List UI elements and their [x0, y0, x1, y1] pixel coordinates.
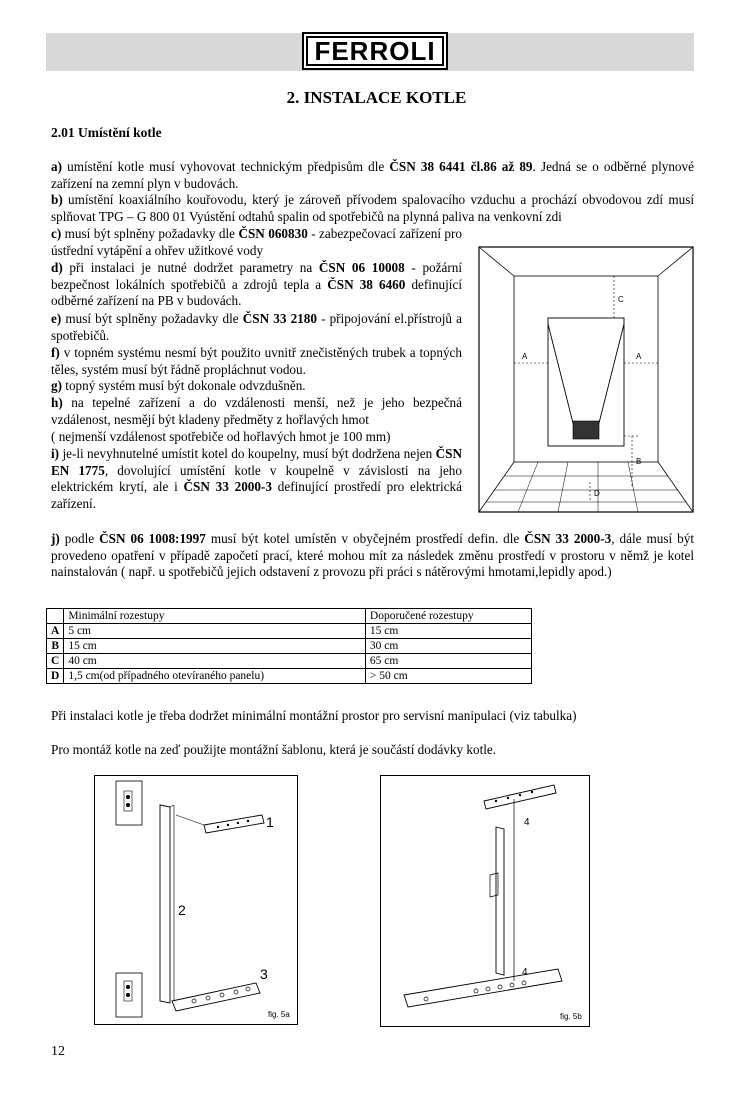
clearance-diagram	[478, 246, 694, 513]
chapter-title: 2. INSTALACE KOTLE	[286, 88, 467, 107]
label-a: A	[522, 352, 528, 361]
item-j: j) podle ČSN 06 1008:1997 musí být kotel umístěn v obyčejném prostředí defin. dle ČSN 33 2000-3, dále musí být provedeno opatření v případě započetí prací, které mohou mít za následek změnu prostředí v prostoru v němž je kotel nainstalován ( např. u spotřebičů jejich odstavení z provozu při práci s nátěrovými hmotami,lepidly apod.)	[51, 531, 694, 579]
item-a: a) umístění kotle musí vyhovovat technickým předpisům dle ČSN 38 6441 čl.86 až 89. Jedná se o odběrné plynové zařízení na zemní plyn v budovách.	[51, 159, 694, 191]
table-row: D 1,5 cm(od případného otevíraného panelu) > 50 cm	[47, 669, 532, 684]
figure-5b	[380, 775, 590, 1027]
header-min: Minimální rozestupy	[64, 609, 366, 624]
ferroli-logo	[302, 32, 448, 70]
item-i: i) je-li nevyhnutelné umístit kotel do koupelny, musí být dodržena nejen ČSN EN 1775, dovolující umístění kotle v koupelně v závislosti na jeho elektrickém krytí, ale i ČSN 33 2000-3 definující prostředí pro elektrická zařízení.	[51, 446, 462, 511]
note-service-space: Při instalaci kotle je třeba dodržet minimální montážní prostor pro servisní manipulaci (viz tabulka)	[51, 708, 577, 723]
table-row: A 5 cm 15 cm	[47, 624, 532, 639]
fig5a-number-2: 2	[178, 902, 186, 918]
item-c: c) musí být splněny požadavky dle ČSN 060830 - zabezpečovací zařízení pro ústřední vytápění a ohřev užitkové vody	[51, 226, 462, 258]
note-mounting-template: Pro montáž kotle na zeď použijte montážní šablonu, která je součástí dodávky kotle.	[51, 742, 497, 757]
fig5a-caption: fig. 5a	[268, 1010, 290, 1019]
item-b: b) umístění koaxiálního kouřovodu, který je zároveň přívodem spalovacího vzduchu a prochází obvodovou zdí musí splňovat TPG – G 800 01 Vyústění odtahů spalin od spotřebičů na plynná paliva na venkovní zdi	[51, 192, 694, 224]
logo-text: FERROLI	[306, 36, 443, 66]
item-f: f) v topném systému nesmí být použito uvnitř znečistěných trubek a topných těles, systém musí být řádně propláchnut vodou.	[51, 345, 462, 377]
label-a-right: A	[636, 352, 642, 361]
item-d: d) při instalaci je nutné dodržet parametry na ČSN 06 10008 - požární bezpečnost lokálních spotřebičů a zdrojů tepla a ČSN 38 6460 definující odběrné zařízení na PB v budovách.	[51, 260, 462, 308]
page-number: 12	[51, 1044, 65, 1059]
fig5b-caption: fig. 5b	[560, 1012, 582, 1021]
table-header-row	[47, 609, 532, 624]
fig5b-number-4-top: 4	[524, 817, 530, 828]
item-g: g) topný systém musí být dokonale odvzdušněn.	[51, 378, 306, 393]
table-row: C 40 cm 65 cm	[47, 654, 532, 669]
section-title: 2.01 Umístění kotle	[51, 125, 162, 140]
item-h-note: ( nejmenší vzdálenost spotřebiče od hořlavých hmot je 100 mm)	[51, 429, 391, 444]
table-row: B 15 cm 30 cm	[47, 639, 532, 654]
figure-5a	[94, 775, 298, 1025]
label-b: B	[636, 457, 642, 466]
item-h: h) na tepelné zařízení a do vzdálenosti menší, než je jeho bezpečná vzdálenost, nesmějí být kladeny předměty z hořlavých hmot	[51, 395, 462, 427]
fig5a-number-3: 3	[260, 966, 268, 982]
fig5b-number-4-bottom: 4	[522, 967, 528, 978]
header-rec: Doporučené rozestupy	[365, 609, 531, 624]
fig5a-number-1: 1	[266, 814, 274, 830]
label-d: D	[594, 489, 600, 498]
item-e: e) musí být splněny požadavky dle ČSN 33 2180 - připojování el.přístrojů a spotřebičů.	[51, 311, 462, 343]
clearance-table	[46, 608, 532, 684]
label-c: C	[618, 295, 624, 304]
